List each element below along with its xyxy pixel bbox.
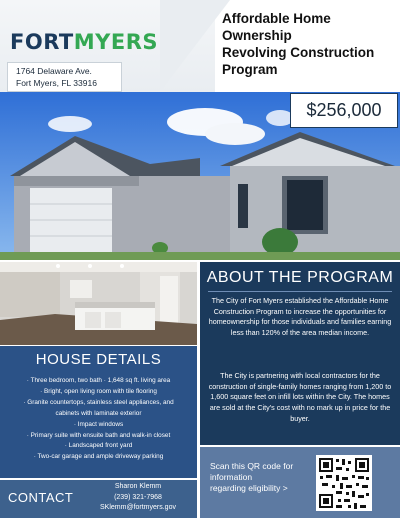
title-line: Program <box>222 62 278 77</box>
qr-text-line: information <box>210 472 253 482</box>
fort-myers-logo <box>10 30 158 54</box>
flyer-title <box>222 10 392 78</box>
header <box>0 0 400 92</box>
list-item: · Landscaped front yard <box>64 442 133 450</box>
contact-name: Sharon Klemm <box>114 483 162 490</box>
interior-photo <box>0 262 197 345</box>
contact-panel <box>0 480 197 518</box>
logo-myers: MYERS <box>73 30 158 54</box>
divider <box>208 291 392 292</box>
qr-text-line: Scan this QR code for <box>210 461 294 471</box>
qr-code-icon[interactable] <box>316 455 372 511</box>
house-details-list <box>2 376 195 463</box>
price-tag: $256,000 <box>290 93 398 128</box>
contact-email[interactable]: SKlemm@fortmyers.gov <box>100 504 176 511</box>
list-item: · Impact windows <box>73 420 124 428</box>
list-item: · Granite countertops, stainless steel appliances, and <box>23 398 174 406</box>
address-city: Fort Myers, FL 33916 <box>16 78 97 88</box>
contact-label: CONTACT <box>8 490 74 505</box>
about-heading: ABOUT THE PROGRAM <box>206 269 394 286</box>
title-line: Ownership <box>222 28 292 43</box>
contact-phone[interactable]: (239) 321-7968 <box>114 493 162 501</box>
qr-instructions <box>210 461 310 494</box>
header-slant <box>160 0 230 92</box>
list-item: · Two-car garage and ample driveway parking <box>33 453 164 461</box>
list-item: · Three bedroom, two bath · 1,648 sq ft. living area <box>26 377 171 384</box>
logo-fort: FORT <box>10 30 74 54</box>
list-item: cabinets with laminate exterior <box>55 409 142 417</box>
address-street: 1764 Delaware Ave. <box>16 66 92 76</box>
house-details-panel <box>0 346 197 478</box>
list-item: · Primary suite with ensuite bath and walk-in closet <box>26 431 171 439</box>
address-box <box>7 62 122 92</box>
about-paragraph: The City of Fort Myers established the Affordable Home Construction Program to increase the opportunities for homeownership for those individuals and families earning less than 120% of the area median income. <box>208 296 392 338</box>
contact-info <box>82 482 194 514</box>
list-item: · Bright, open living room with tile flooring <box>40 387 157 395</box>
title-line: Affordable Home <box>222 11 331 26</box>
about-paragraph: The City is partnering with local contractors for the construction of single-family homes ranging from 1,200 to 1,600 square feet on infill lots within the City. The homes are sold at the City’s cost with no mark up in price for the buyer. <box>208 371 392 423</box>
qr-text-line: regarding eligibility > <box>210 483 288 493</box>
about-program-panel <box>200 262 400 445</box>
title-line: Revolving Construction <box>222 45 375 60</box>
house-details-heading: HOUSE DETAILS <box>35 351 162 368</box>
